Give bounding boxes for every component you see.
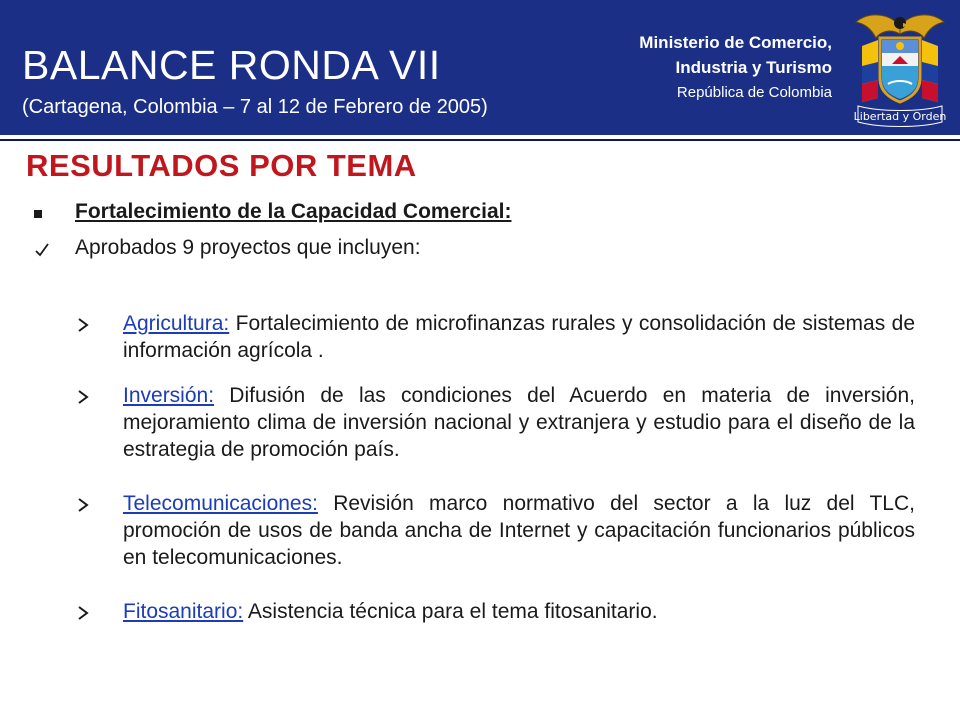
subitem-text: [123, 310, 915, 364]
subitem-description: Asistencia técnica para el tema fitosanitario.: [243, 600, 658, 623]
page-subtitle: (Cartagena, Colombia – 7 al 12 de Febrero de 2005): [22, 96, 488, 118]
subitem-label: Inversión:: [123, 384, 215, 407]
intro-text: Aprobados 9 proyectos que incluyen:: [75, 236, 421, 259]
header-banner: [0, 0, 960, 139]
arrow-bullet-icon: [76, 606, 90, 620]
square-bullet-icon: [34, 210, 42, 218]
subitem-label: Telecomunicaciones:: [123, 492, 318, 515]
main-point-heading: Fortalecimiento de la Capacidad Comercial:: [75, 200, 512, 223]
subitem-label: Agricultura:: [123, 312, 230, 335]
ministry-line-3: República de Colombia: [676, 84, 832, 101]
subitem-description: Difusión de las condiciones del Acuerdo en materia de inversión, mejoramiento clima de inversión nacional y extranjera y estudio para el diseño de la estrategia de promoción país.: [123, 384, 915, 461]
subitem-label: Fitosanitario:: [123, 600, 244, 623]
ministry-line-2: Industria y Turismo: [675, 58, 832, 77]
checkmark-icon: [34, 242, 50, 258]
arrow-bullet-icon: [76, 498, 90, 512]
crest-motto: Libertad y Orden: [853, 110, 947, 123]
subitem-text: [123, 490, 915, 571]
coat-of-arms-icon: [850, 6, 950, 128]
section-title: RESULTADOS POR TEMA: [26, 148, 417, 183]
page-title: BALANCE RONDA VII: [22, 42, 441, 88]
subitem-description: Revisión marco normativo del sector a la luz del TLC, promoción de usos de banda ancha de Internet y capacitación funcionarios públicos en telecomunicaciones.: [123, 492, 915, 569]
subitem-text: [123, 382, 915, 463]
subitem-description: Fortalecimiento de microfinanzas rurales y consolidación de sistemas de información agrícola .: [123, 312, 915, 362]
arrow-bullet-icon: [76, 390, 90, 404]
ministry-name: [639, 30, 832, 105]
subitem-text: [123, 598, 915, 625]
ministry-line-1: Ministerio de Comercio,: [639, 33, 832, 52]
arrow-bullet-icon: [76, 318, 90, 332]
